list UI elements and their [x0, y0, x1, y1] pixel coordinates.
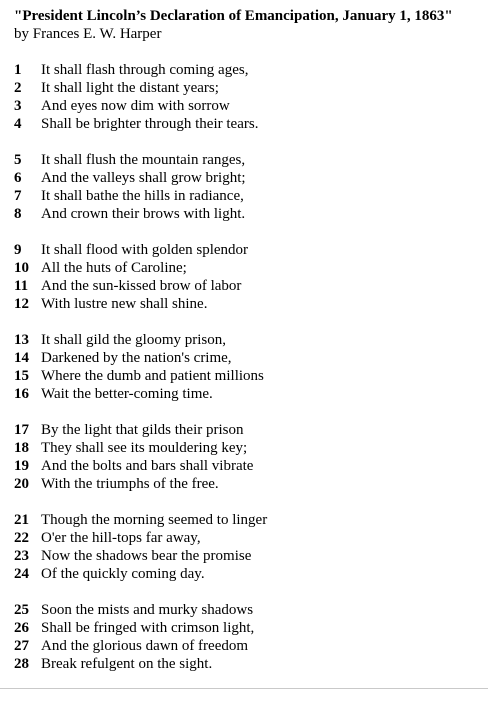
line-text: Now the shadows bear the promise: [41, 548, 252, 564]
poem-line: [14, 421, 267, 439]
line-text: It shall flood with golden splendor: [41, 242, 249, 258]
poem-line: [14, 655, 267, 673]
poem-body: [14, 61, 267, 691]
line-number: 28: [14, 656, 29, 672]
poem-byline: by Frances E. W. Harper: [14, 26, 162, 42]
stanza: [14, 511, 267, 583]
poem-line: [14, 331, 267, 349]
poem-line: [14, 475, 267, 493]
line-text: And the sun-kissed brow of labor: [41, 278, 242, 294]
poem-line: [14, 187, 267, 205]
bottom-divider: [0, 688, 488, 689]
line-number: 25: [14, 602, 29, 618]
poem-line: [14, 547, 267, 565]
line-text: And eyes now dim with sorrow: [41, 98, 230, 114]
line-text: O'er the hill-tops far away,: [41, 530, 201, 546]
poem-line: [14, 565, 267, 583]
poem-line: [14, 637, 267, 655]
line-number: 22: [14, 530, 29, 546]
line-number: 3: [14, 98, 22, 114]
line-number: 24: [14, 566, 29, 582]
poem-line: [14, 529, 267, 547]
line-number: 2: [14, 80, 22, 96]
line-text: Where the dumb and patient millions: [41, 368, 264, 384]
line-text: And the bolts and bars shall vibrate: [41, 458, 254, 474]
poem-line: [14, 115, 267, 133]
stanza: [14, 601, 267, 673]
poem-line: [14, 619, 267, 637]
line-number: 14: [14, 350, 29, 366]
poem-line: [14, 295, 267, 313]
poem-line: [14, 277, 267, 295]
line-text: And the valleys shall grow bright;: [41, 170, 246, 186]
line-text: It shall flush the mountain ranges,: [41, 152, 246, 168]
line-number: 1: [14, 62, 22, 78]
line-text: It shall flash through coming ages,: [41, 62, 249, 78]
line-number: 6: [14, 170, 22, 186]
poem-line: [14, 205, 267, 223]
poem-line: [14, 61, 267, 79]
line-number: 11: [14, 278, 29, 294]
poem-line: [14, 169, 267, 187]
line-text: It shall bathe the hills in radiance,: [41, 188, 244, 204]
poem-header: [14, 7, 453, 44]
line-text: They shall see its mouldering key;: [41, 440, 248, 456]
line-text: All the huts of Caroline;: [41, 260, 187, 276]
poem-line: [14, 349, 267, 367]
stanza: [14, 421, 267, 493]
line-number: 26: [14, 620, 29, 636]
line-number: 12: [14, 296, 29, 312]
line-number: 7: [14, 188, 22, 204]
line-number: 4: [14, 116, 22, 132]
line-text: Wait the better-coming time.: [41, 386, 213, 402]
line-text: With the triumphs of the free.: [41, 476, 219, 492]
line-number: 23: [14, 548, 29, 564]
line-text: Darkened by the nation's crime,: [41, 350, 232, 366]
poem-line: [14, 259, 267, 277]
stanza: [14, 331, 267, 403]
line-text: And crown their brows with light.: [41, 206, 246, 222]
line-number: 19: [14, 458, 29, 474]
poem-line: [14, 367, 267, 385]
stanza: [14, 61, 267, 133]
line-text: And the glorious dawn of freedom: [41, 638, 249, 654]
line-text: Break refulgent on the sight.: [41, 656, 213, 672]
line-number: 8: [14, 206, 22, 222]
stanza: [14, 241, 267, 313]
poem-line: [14, 97, 267, 115]
line-number: 15: [14, 368, 29, 384]
line-number: 21: [14, 512, 29, 528]
poem-line: [14, 151, 267, 169]
poem-line: [14, 79, 267, 97]
line-number: 9: [14, 242, 22, 258]
line-number: 27: [14, 638, 29, 654]
poem-line: [14, 601, 267, 619]
line-text: It shall light the distant years;: [41, 80, 219, 96]
line-number: 16: [14, 386, 29, 402]
line-number: 5: [14, 152, 22, 168]
poem-line: [14, 457, 267, 475]
line-number: 18: [14, 440, 29, 456]
line-number: 20: [14, 476, 29, 492]
line-text: It shall gild the gloomy prison,: [41, 332, 226, 348]
line-text: Shall be brighter through their tears.: [41, 116, 259, 132]
poem-line: [14, 511, 267, 529]
line-text: By the light that gilds their prison: [41, 422, 244, 438]
line-text: Of the quickly coming day.: [41, 566, 205, 582]
stanza: [14, 151, 267, 223]
poem-line: [14, 241, 267, 259]
line-number: 10: [14, 260, 29, 276]
line-number: 17: [14, 422, 29, 438]
line-text: With lustre new shall shine.: [41, 296, 208, 312]
poem-line: [14, 439, 267, 457]
line-text: Though the morning seemed to linger: [41, 512, 268, 528]
poem-line: [14, 385, 267, 403]
line-text: Soon the mists and murky shadows: [41, 602, 254, 618]
line-text: Shall be fringed with crimson light,: [41, 620, 255, 636]
line-number: 13: [14, 332, 29, 348]
poem-title: "President Lincoln’s Declaration of Emancipation, January 1, 1863": [14, 8, 453, 24]
